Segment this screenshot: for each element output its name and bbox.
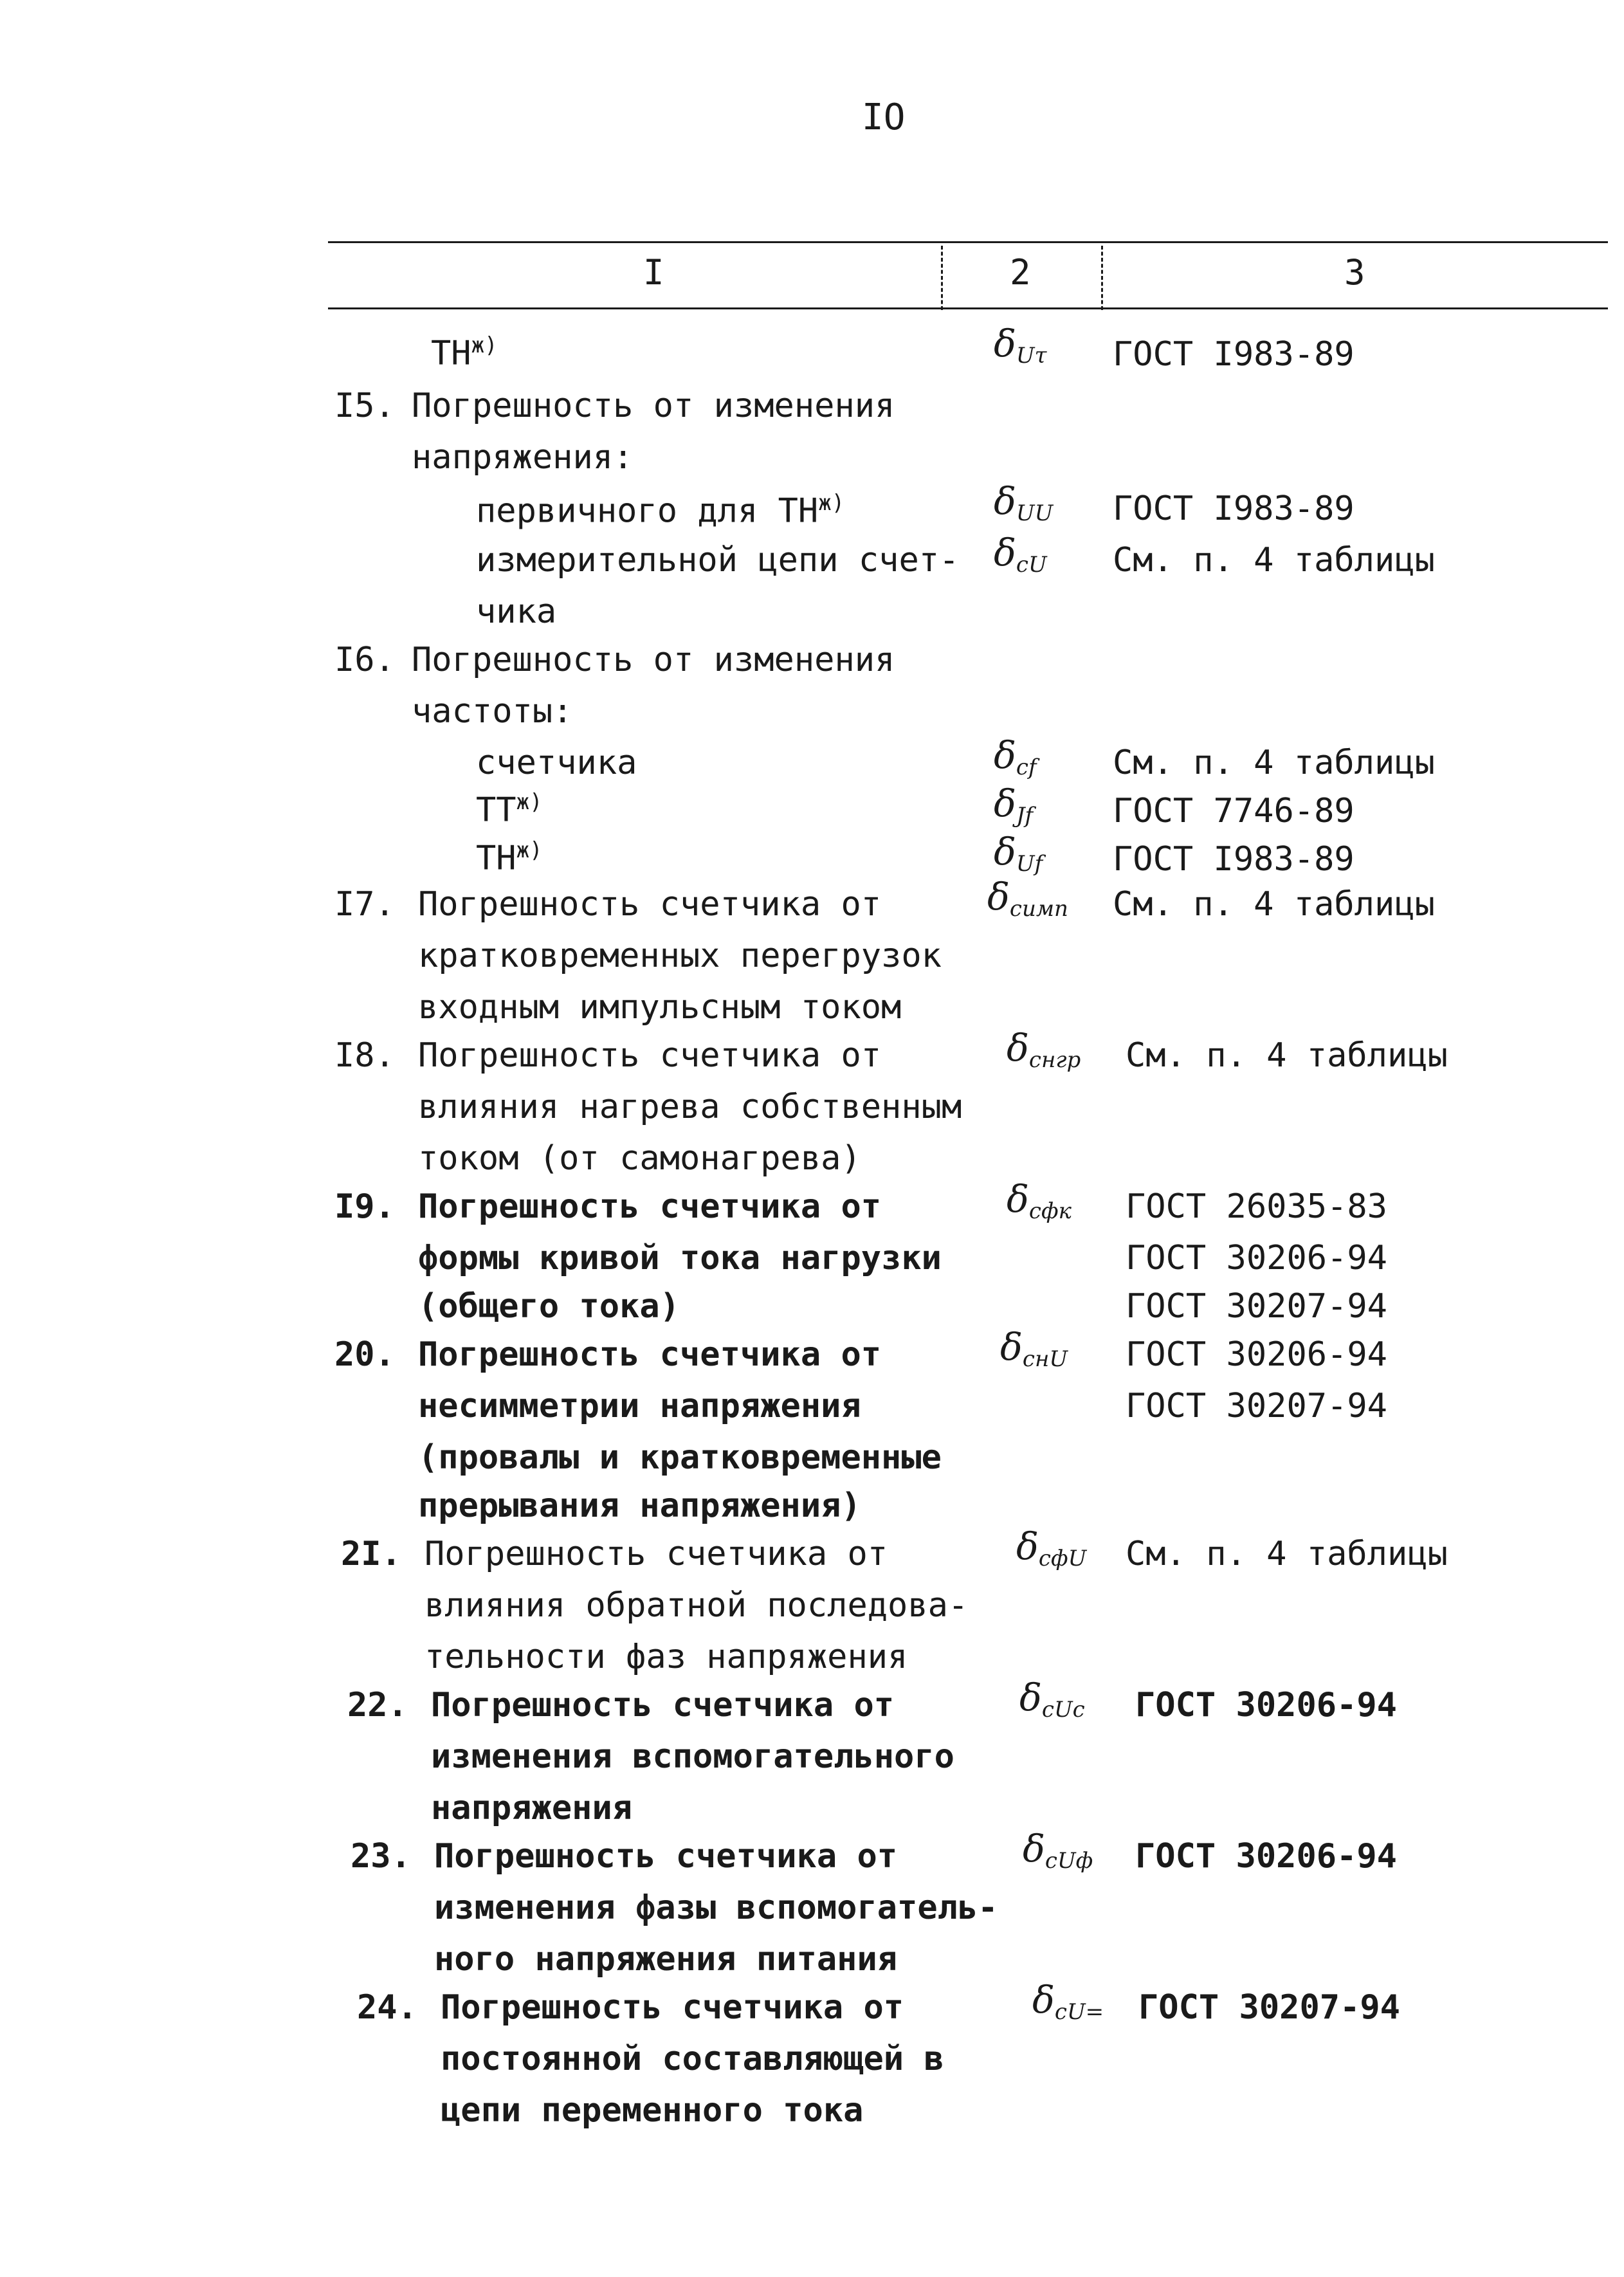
item-text: счетчика bbox=[476, 744, 637, 782]
symbol: $\delta_{cU}$ bbox=[994, 531, 1047, 578]
header-rule-bottom bbox=[328, 307, 1608, 309]
item-text: Погрешность счетчика от bbox=[424, 1535, 888, 1573]
symbol: $\delta_{Jf}$ bbox=[994, 782, 1034, 828]
reference: См. п. 4 таблицы bbox=[1126, 1535, 1448, 1573]
item-text: Погрешность от изменения bbox=[412, 641, 895, 679]
item-text: постоянной составляющей в bbox=[441, 2040, 944, 2078]
item-number: 20. bbox=[334, 1335, 395, 1374]
symbol: $\delta_{cфU}$ bbox=[1016, 1524, 1087, 1571]
reference: ГОСТ 26035-83 bbox=[1126, 1187, 1387, 1226]
item-text: Погрешность счетчика от bbox=[418, 1036, 882, 1075]
item-number: 23. bbox=[351, 1837, 411, 1876]
item-text: Погрешность счетчика от bbox=[418, 885, 882, 924]
item-text: частоты: bbox=[412, 692, 573, 731]
reference: См. п. 4 таблицы bbox=[1113, 541, 1435, 580]
reference: См. п. 4 таблицы bbox=[1113, 885, 1435, 924]
item-number: 24. bbox=[357, 1988, 417, 2027]
item-number: 2I. bbox=[341, 1535, 401, 1573]
item-text: (общего тока) bbox=[418, 1287, 680, 1326]
symbol: $\delta_{cUф}$ bbox=[1023, 1827, 1093, 1874]
item-text: $ТТ^{ж)}$ bbox=[476, 789, 543, 830]
item-number: I5. bbox=[334, 387, 395, 425]
reference: ГОСТ 30206-94 bbox=[1126, 1335, 1387, 1374]
symbol: $\delta_{Uf}$ bbox=[994, 830, 1043, 877]
column-header-1: I bbox=[643, 252, 664, 293]
reference: ГОСТ I983-89 bbox=[1113, 335, 1355, 374]
column-divider-1 bbox=[941, 246, 943, 310]
item-text: Погрешность от изменения bbox=[412, 387, 895, 425]
symbol: $\delta_{cимп}$ bbox=[987, 875, 1068, 922]
item-text: цепи переменного тока bbox=[441, 2091, 864, 2130]
item-text: ного напряжения питания bbox=[434, 1940, 898, 1979]
symbol: $\delta_{cU=}$ bbox=[1032, 1978, 1104, 2025]
item-text: $ТН^{ж)}$ bbox=[476, 837, 543, 878]
symbol: $\delta_{cUc}$ bbox=[1019, 1676, 1085, 1723]
item-text: тельности фаз напряжения bbox=[424, 1638, 908, 1676]
item-number: I8. bbox=[334, 1036, 395, 1075]
reference: ГОСТ I983-89 bbox=[1113, 489, 1355, 528]
symbol: $\delta_{cf}$ bbox=[994, 733, 1037, 780]
reference: ГОСТ 7746-89 bbox=[1113, 792, 1355, 830]
reference: ГОСТ 30206-94 bbox=[1126, 1239, 1387, 1277]
item-text: прерывания напряжения) bbox=[418, 1486, 861, 1525]
item-text: влияния нагрева собственным bbox=[418, 1088, 962, 1126]
item-text: током (от самонагрева) bbox=[418, 1139, 861, 1178]
page-number: IO bbox=[862, 96, 906, 138]
item-text: влияния обратной последова- bbox=[424, 1586, 969, 1625]
column-divider-2 bbox=[1101, 246, 1103, 310]
reference: ГОСТ 30207-94 bbox=[1126, 1387, 1387, 1425]
column-header-3: 3 bbox=[1344, 252, 1365, 293]
symbol: $\delta_{UU}$ bbox=[994, 479, 1054, 526]
reference: ГОСТ 30206-94 bbox=[1135, 1686, 1397, 1724]
item-text: чика bbox=[476, 592, 557, 631]
reference: ГОСТ I983-89 bbox=[1113, 840, 1355, 879]
item-number: I7. bbox=[334, 885, 395, 924]
item-text: изменения фазы вспомогатель- bbox=[434, 1888, 998, 1927]
item-text: кратковременных перегрузок bbox=[418, 937, 942, 975]
column-header-2: 2 bbox=[1010, 252, 1031, 293]
item-text: Погрешность счетчика от bbox=[441, 1988, 904, 2027]
reference: ГОСТ 30206-94 bbox=[1135, 1837, 1397, 1876]
symbol: $\delta_{U\tau}$ bbox=[994, 322, 1047, 369]
symbol: $\delta_{cнU}$ bbox=[1000, 1325, 1068, 1372]
row-label: $ТН^{ж)}$ bbox=[431, 333, 498, 373]
item-text: (провалы и кратковременные bbox=[418, 1438, 942, 1477]
item-text: измерительной цепи счет- bbox=[476, 541, 960, 580]
item-text: Погрешность счетчика от bbox=[418, 1335, 882, 1374]
header-rule-top bbox=[328, 241, 1608, 243]
item-number: I9. bbox=[334, 1187, 395, 1226]
reference: ГОСТ 30207-94 bbox=[1138, 1988, 1400, 2027]
item-text: напряжения: bbox=[412, 438, 634, 477]
reference: См. п. 4 таблицы bbox=[1113, 744, 1435, 782]
item-text: Погрешность счетчика от bbox=[431, 1686, 895, 1724]
item-text: Погрешность счетчика от bbox=[434, 1837, 898, 1876]
item-text: первичного для $ТН^{ж)}$ bbox=[476, 490, 845, 531]
item-text: Погрешность счетчика от bbox=[418, 1187, 882, 1226]
item-text: изменения вспомогательного bbox=[431, 1737, 954, 1776]
item-text: напряжения bbox=[431, 1789, 633, 1827]
item-text: входным импульсным током bbox=[418, 988, 902, 1027]
reference: ГОСТ 30207-94 bbox=[1126, 1287, 1387, 1326]
item-number: 22. bbox=[347, 1686, 408, 1724]
item-text: несимметрии напряжения bbox=[418, 1387, 861, 1425]
reference: См. п. 4 таблицы bbox=[1126, 1036, 1448, 1075]
item-text: формы кривой тока нагрузки bbox=[418, 1239, 942, 1277]
symbol: $\delta_{cнгр}$ bbox=[1007, 1026, 1081, 1073]
symbol: $\delta_{cфк}$ bbox=[1007, 1177, 1072, 1224]
item-number: I6. bbox=[334, 641, 395, 679]
